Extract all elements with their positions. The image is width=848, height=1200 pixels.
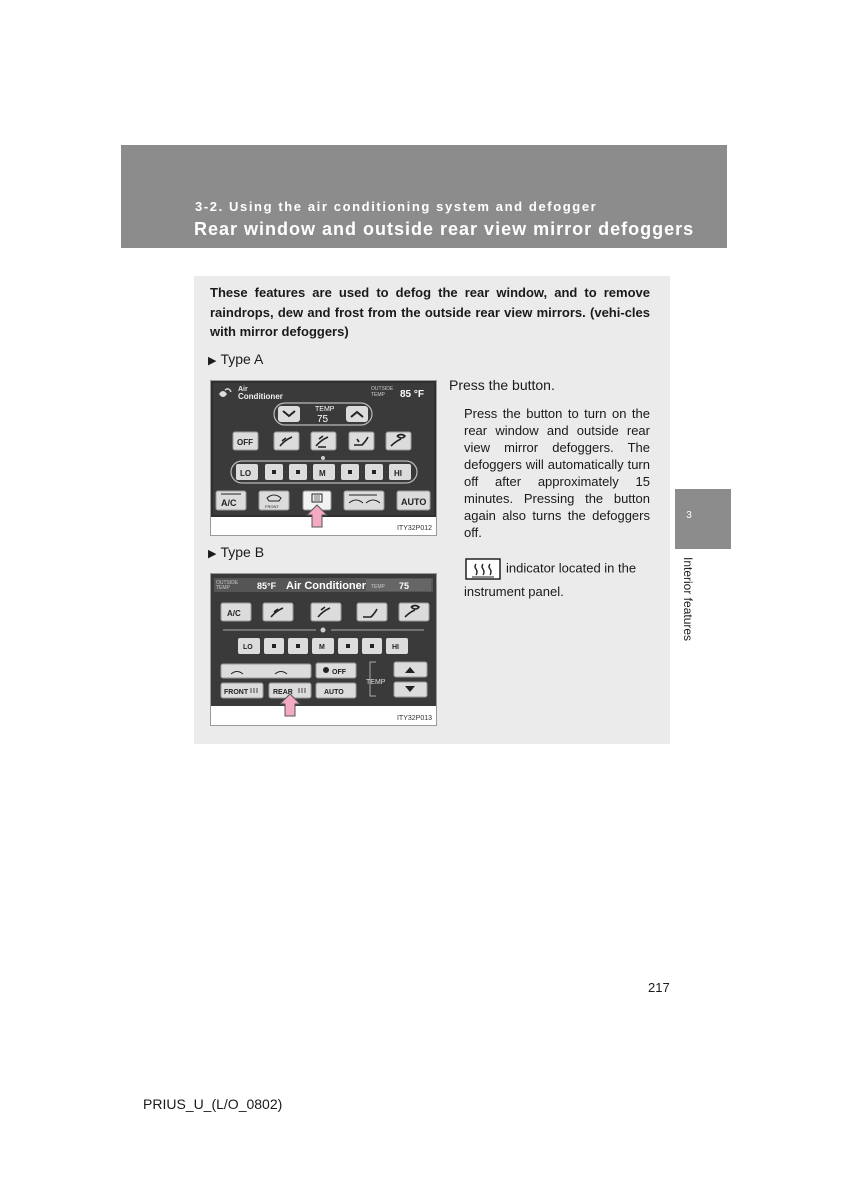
svg-text:HI: HI xyxy=(392,644,399,651)
fan-lo-button[interactable] xyxy=(238,638,260,654)
outside-temp-value: 85°F xyxy=(257,581,277,591)
footer-code: PRIUS_U_(L/O_0802) xyxy=(143,1096,283,1112)
chapter-header xyxy=(121,145,727,248)
section-label: 3-2. Using the air conditioning system and defogger xyxy=(195,199,598,214)
intro-text: These features are used to defog the rear window, and to remove raindrops, dew and frost from the outside rear view mirrors. (vehi-cles with mirror defoggers) xyxy=(210,285,650,339)
mode-face-button[interactable] xyxy=(274,432,299,450)
instruction-heading: Press the button. xyxy=(449,377,555,393)
type-a-label: ▶ Type A xyxy=(208,351,264,367)
ac-button[interactable] xyxy=(221,603,251,621)
recirculation-button[interactable] xyxy=(344,491,384,510)
figure-code-a: ITY32P012 xyxy=(396,525,432,532)
instruction-body: Press the button to turn on the rear window and outside rear view mirror defoggers. The defoggers will automatically turn off after approximately 15 minutes. Pressing the button again also turns the defoggers off. xyxy=(464,406,650,540)
recirculation-button[interactable] xyxy=(221,664,311,678)
outside-temp-label-line1: OUTSIDE xyxy=(216,580,239,586)
temp-value: 75 xyxy=(317,414,329,425)
triangle-bullet-icon: ▶ xyxy=(208,548,217,560)
svg-text:HI: HI xyxy=(394,469,402,478)
svg-text:AUTO: AUTO xyxy=(324,689,344,696)
off-button[interactable] xyxy=(233,432,258,450)
mode-feet-button[interactable] xyxy=(349,432,374,450)
screen-title-line2: Conditioner xyxy=(238,392,283,401)
type-b-label: ▶ Type B xyxy=(208,544,265,560)
svg-text:OFF: OFF xyxy=(332,669,346,676)
figure-code-b: ITY32P013 xyxy=(396,715,432,722)
type-b-screen xyxy=(211,574,436,725)
mode-bilevel-button[interactable] xyxy=(311,603,341,621)
temp-up-button[interactable] xyxy=(346,406,368,422)
svg-text:A/C: A/C xyxy=(221,498,237,508)
fan-m-button[interactable] xyxy=(313,464,335,480)
svg-text:OFF: OFF xyxy=(237,438,253,447)
front-defroster-button[interactable] xyxy=(221,683,263,698)
mode-feet-defrost-button[interactable] xyxy=(386,432,411,450)
content-box xyxy=(194,276,670,744)
ac-button[interactable] xyxy=(216,491,246,510)
temp-down-button[interactable] xyxy=(394,682,427,697)
temp-side-label: TEMP xyxy=(366,679,386,686)
fan-hi-button[interactable] xyxy=(389,464,411,480)
fan-icon xyxy=(321,628,326,633)
svg-text:M: M xyxy=(319,644,325,651)
svg-text:FRONT: FRONT xyxy=(265,504,279,509)
svg-text:REAR: REAR xyxy=(273,689,293,696)
temp-label: TEMP xyxy=(371,584,385,590)
mode-feet-button[interactable] xyxy=(357,603,387,621)
screen-title-line1: Air xyxy=(238,386,248,393)
front-defroster-button[interactable] xyxy=(259,491,289,510)
svg-text:A/C: A/C xyxy=(227,609,241,618)
fan-off-button[interactable] xyxy=(316,663,356,678)
fan-lo-button[interactable] xyxy=(236,464,258,480)
outside-temp-label-line1: OUTSIDE xyxy=(371,386,394,392)
chapter-title: Interior features xyxy=(681,557,695,642)
svg-text:FRONT: FRONT xyxy=(224,689,249,696)
outside-temp-value: 85 °F xyxy=(400,389,425,400)
fan-icon xyxy=(321,456,325,460)
chapter-tab xyxy=(675,489,731,549)
fan-m-button[interactable] xyxy=(312,638,334,654)
auto-button[interactable] xyxy=(316,683,356,698)
type-a-figure xyxy=(210,380,437,536)
auto-button[interactable] xyxy=(397,491,430,510)
svg-text:LO: LO xyxy=(243,644,253,651)
svg-text:M: M xyxy=(319,469,326,478)
outside-temp-label-line2: TEMP xyxy=(371,392,385,398)
svg-text:AUTO: AUTO xyxy=(401,497,427,507)
rear-defogger-indicator-icon xyxy=(464,557,502,581)
mode-bilevel-button[interactable] xyxy=(311,432,336,450)
page-number: 217 xyxy=(648,980,670,995)
outside-temp-label-line2: TEMP xyxy=(216,585,230,591)
page-title: Rear window and outside rear view mirror defoggers xyxy=(194,219,695,239)
svg-text:LO: LO xyxy=(240,469,252,478)
temp-value: 75 xyxy=(399,581,410,591)
chapter-number: 3 xyxy=(686,510,692,521)
mode-face-button[interactable] xyxy=(263,603,293,621)
temp-up-button[interactable] xyxy=(394,662,427,677)
type-a-screen xyxy=(211,381,436,535)
temp-label: TEMP xyxy=(315,406,335,413)
fan-hi-button[interactable] xyxy=(386,638,408,654)
type-b-figure xyxy=(210,573,437,726)
temp-down-button[interactable] xyxy=(278,406,300,422)
triangle-bullet-icon: ▶ xyxy=(208,355,217,367)
screen-title: Air Conditioner xyxy=(286,580,367,592)
indicator-note: indicator located in the instrument panel. xyxy=(464,557,650,603)
